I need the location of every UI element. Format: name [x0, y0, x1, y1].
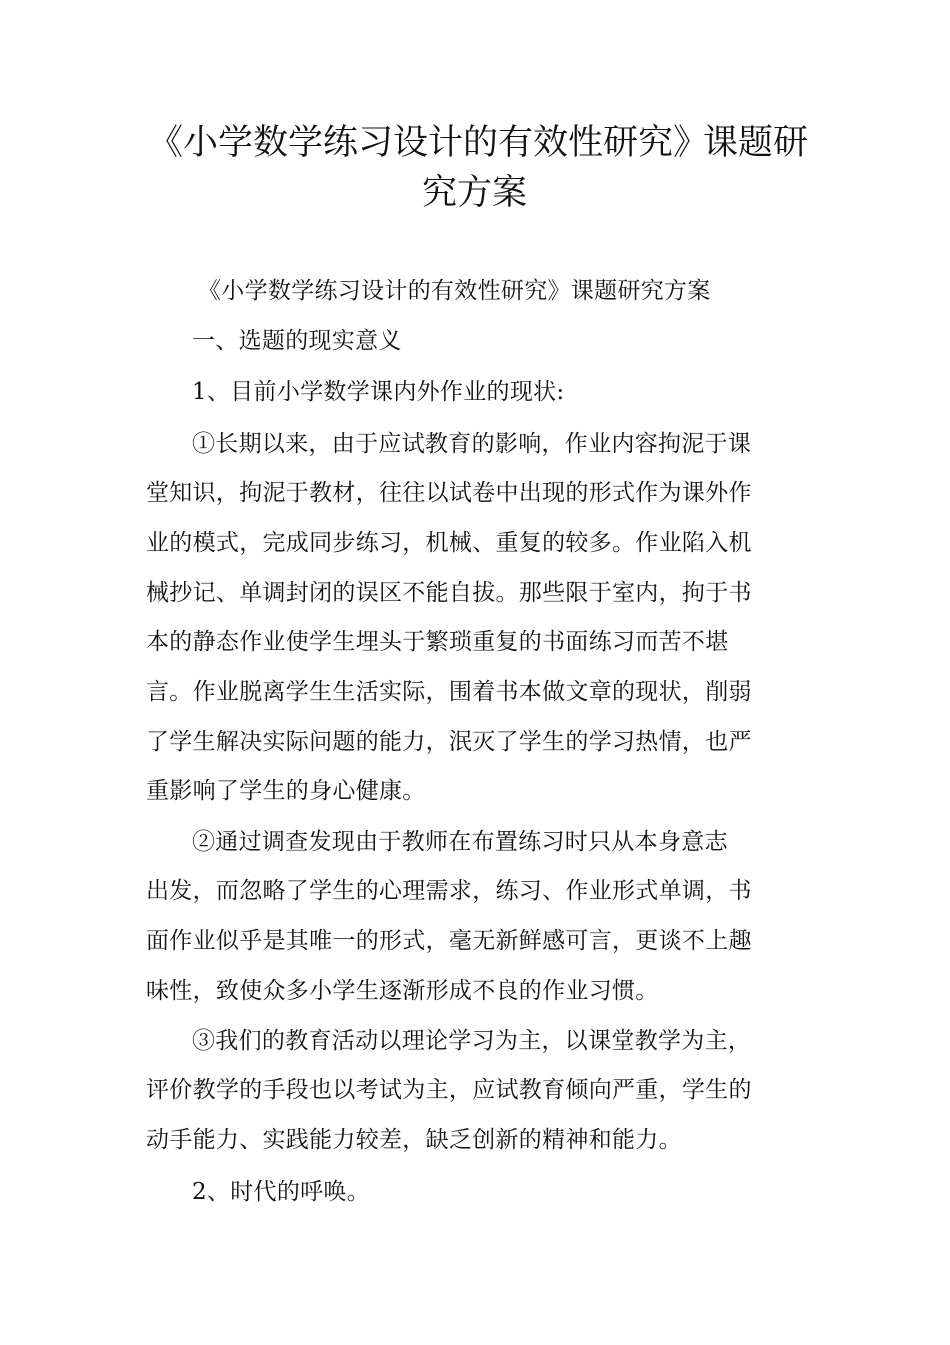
paragraph-line: 重影响了学生的身心健康。: [146, 778, 426, 804]
document-subtitle: 《小学数学练习设计的有效性研究》课题研究方案: [198, 278, 711, 304]
paragraph-line: 械抄记、单调封闭的误区不能自拔。那些限于室内，拘于书: [146, 580, 752, 606]
document-title-left: 《小学数学练习设计的有效性研究》: [148, 123, 709, 163]
paragraph-line: ②通过调查发现由于教师在布置练习时只从本身意志: [192, 829, 728, 855]
section-heading: 一、选题的现实意义: [192, 328, 402, 354]
paragraph-line: 动手能力、实践能力较差，缺乏创新的精神和能力。: [146, 1127, 682, 1153]
paragraph-line: 面作业似乎是其唯一的形式，毫无新鲜感可言，更谈不上趣: [146, 928, 752, 954]
paragraph-line: 业的模式，完成同步练习，机械、重复的较多。作业陷入机: [146, 530, 752, 556]
paragraph-line: 出发，而忽略了学生的心理需求，练习、作业形式单调，书: [146, 878, 752, 904]
item-1-heading: 1、目前小学数学课内外作业的现状:: [192, 379, 565, 405]
paragraph-line: 本的静态作业使学生埋头于繁琐重复的书面练习而苦不堪: [146, 629, 729, 655]
document-title-continuation: 究方案: [422, 173, 528, 213]
paragraph-line: 评价教学的手段也以考试为主，应试教育倾向严重，学生的: [146, 1077, 752, 1103]
paragraph-line: ①长期以来，由于应试教育的影响，作业内容拘泥于课: [192, 431, 752, 457]
item-2-heading: 2、时代的呼唤。: [192, 1179, 371, 1205]
paragraph-line: 了学生解决实际问题的能力，泯灭了学生的学习热情，也严: [146, 729, 752, 755]
document-title-right: 课题研: [703, 123, 809, 163]
paragraph-line: 味性，致使众多小学生逐渐形成不良的作业习惯。: [146, 978, 659, 1004]
paragraph-line: ③我们的教育活动以理论学习为主，以课堂教学为主，: [192, 1028, 752, 1054]
paragraph-line: 言。作业脱离学生生活实际，围着书本做文章的现状，削弱: [146, 679, 752, 705]
paragraph-line: 堂知识，拘泥于教材，往往以试卷中出现的形式作为课外作: [146, 480, 752, 506]
